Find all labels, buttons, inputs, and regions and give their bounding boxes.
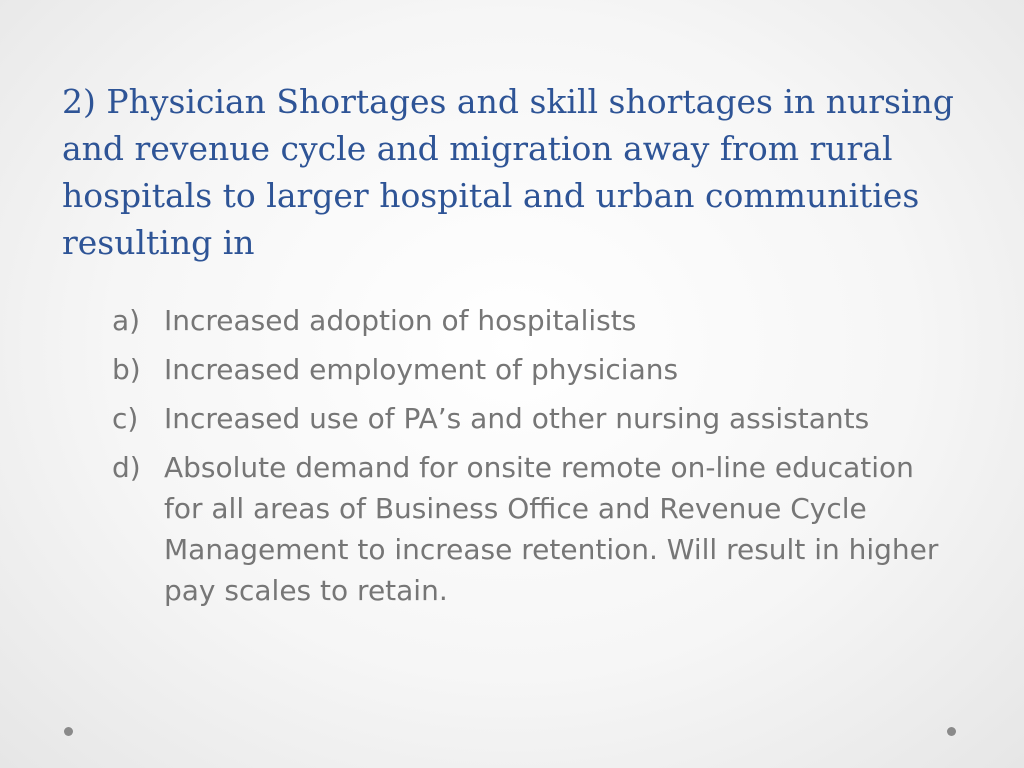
list-item: [112, 300, 942, 341]
list-item: [112, 447, 942, 611]
list-item-text: Increased use of PA’s and other nursing assistants: [164, 402, 870, 435]
list-item-marker: d): [112, 451, 141, 484]
list-item-text: Absolute demand for onsite remote on-line education for all areas of Business Office and Revenue Cycle Management to increase retention. Will result in higher pay scales to retain.: [164, 451, 939, 607]
list-item-marker: a): [112, 304, 141, 337]
list-item-text: Increased employment of physicians: [164, 353, 679, 386]
corner-dot-left: [64, 727, 73, 736]
slide-title: 2) Physician Shortages and skill shortages in nursing and revenue cycle and migration away from rural hospitals to larger hospital and urban communities resulting in: [62, 82, 954, 262]
list-item-marker: c): [112, 402, 139, 435]
list-item-marker: b): [112, 353, 141, 386]
bullet-list: [112, 300, 942, 619]
corner-dot-right: [947, 727, 956, 736]
list-item: [112, 349, 942, 390]
list-item: [112, 398, 942, 439]
list-item-text: Increased adoption of hospitalists: [164, 304, 637, 337]
